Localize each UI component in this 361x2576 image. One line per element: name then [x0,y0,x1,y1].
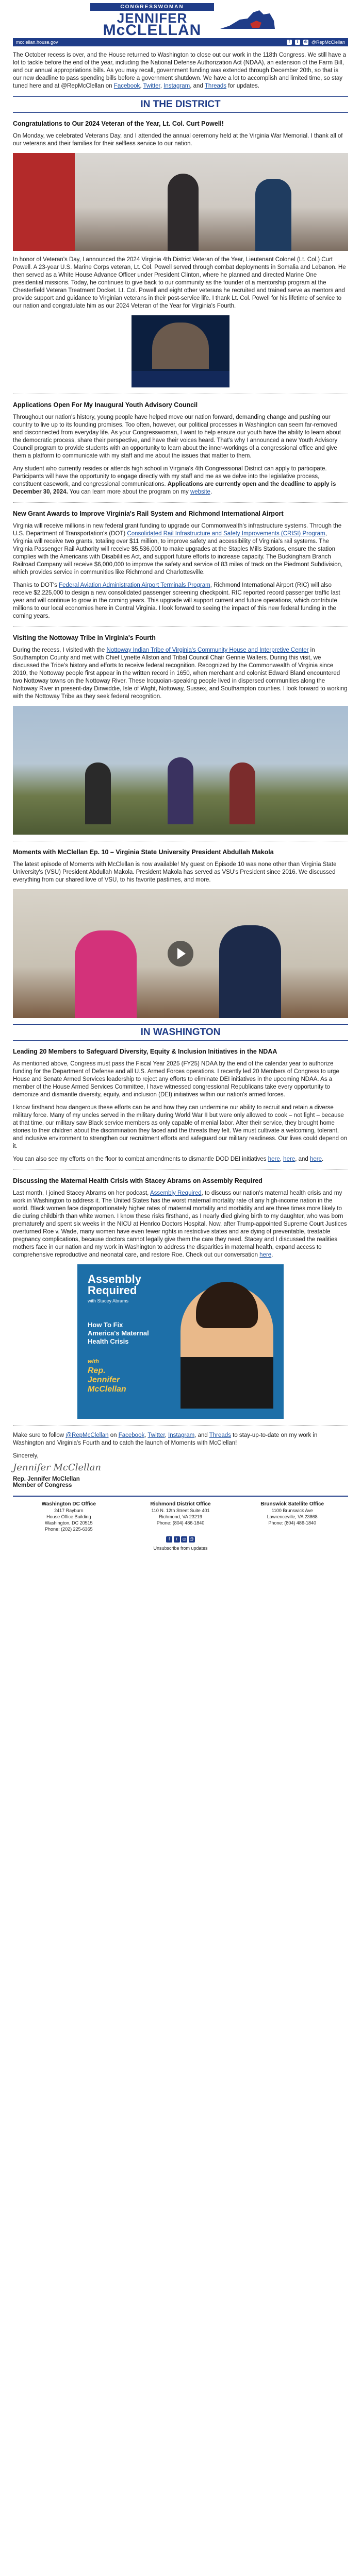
and-text: , and [190,83,205,89]
comma: , [280,1156,284,1162]
office-washington [13,1501,125,1532]
moments-with-mcclellan-video[interactable] [13,889,348,1018]
promo-guest-2: Jennifer [88,1376,120,1384]
signoff-title: Member of Congress [13,1482,72,1488]
office-phone: Phone: (804) 486-1840 [268,1520,316,1526]
veterans-day-photo [13,153,348,251]
rail-text-a: Virginia will receive millions in new federal grant funding to upgrade our Commonwealth's infrastructure systems. Through the U.S. Department of Transportation's (DOT) [13,523,342,537]
youth-title: Applications Open For My Inaugural Youth Advisory Council [13,401,198,409]
vsu-paragraph: The latest episode of Moments with McClellan is now available! My guest on Episode 10 was none other than Virginia State University's (VSU) President Abdullah Makola. President Makola has served as VSU's President since 2016. We discussed everything from our shared love of VSU, to his favorite pastimes, and more. [13,861,337,883]
crisi-link[interactable]: Consolidated Rail Infrastructure and Safety Improvements (CRISI) Program [127,531,325,537]
first-name: JENNIFER [117,10,188,26]
office-line: Lawrenceville, VA 23868 [267,1514,318,1519]
nottoway-paragraph [13,647,348,701]
promo-guest-pre: with [88,1359,99,1365]
closing-text-b: on [108,1432,119,1438]
social-bar [13,38,348,46]
dei-paragraph-3 [13,1156,348,1163]
office-phone: Phone: (202) 225-6365 [45,1527,93,1532]
instagram-icon[interactable]: ◎ [304,40,307,44]
office-line: 1100 Brunswick Ave [271,1508,313,1513]
section-in-the-district: IN THE DISTRICT [13,96,348,113]
office-brunswick [236,1501,348,1532]
closing-paragraph [13,1432,348,1447]
guest-portrait [180,1285,273,1409]
youth-text-a: Any student who currently resides or attends high school in Virginia's 4th Congressional District can apply to participate. Participants will have the opportunity to engage directly with my staff and me as we delve into the legislative process, constituent casework, and congressional communications. [13,466,327,487]
handle-link[interactable]: @RepMcClellan [65,1432,109,1438]
twitter-link-2[interactable]: Twitter [147,1432,165,1438]
and-text: , and [194,1432,209,1438]
play-icon[interactable] [168,941,193,967]
maternal-paragraph [13,1190,348,1259]
section-in-washington: IN WASHINGTON [13,1024,348,1041]
rail-text-c: Thanks to DOT's [13,582,59,588]
dei-title: Leading 20 Members to Safeguard Diversity, Equity & Inclusion Initiatives in the NDAA [13,1048,277,1055]
rail-title: New Grant Awards to Improve Virginia's Rail System and Richmond International Airport [13,510,284,517]
maternal-text-a: Last month, I joined Stacey Abrams on her podcast, [13,1190,150,1196]
instagram-link[interactable]: Instagram [163,83,190,89]
twitter-icon[interactable]: t [174,1536,180,1543]
comma: , [144,1432,148,1438]
promo-guest-1: Rep. [88,1366,106,1375]
rail-paragraph-1 [13,522,348,577]
intro-paragraph: The October recess is over, and the House returned to Washington to close out our work in the 118th Congress. We still have a lot to tackle before the end of the year, including the National Defense Authorization Act (NDAA), an extension of the Farm Bill, and our annual appropriations bills. As you may recall, government funding was extended through December 20th, so that is our new deadline to pass spending bills before a government shutdown. We have a lot to accomplish and limited time, so stay tuned here and at @RepMcClellan on Facebook, Twitter, Instagram, and Threads for updates. [13,52,347,89]
maternal-text-b: , to discuss our nation's maternal health crisis and my work in Washington to address it. The United States has the worst maternal mortality rate of any high-income nation in the world. Black women face disproportionately higher rates of maternal mortality and morbidity and are three times more likely to die during childbirth than white women. I know these risks firsthand, as I nearly died giving birth to my daughter, who was born prematurely and spent six weeks in the NICU at Henrico Doctors Hospital. Now, after Trump-appointed Supreme Court Justices overturned Roe v. Wade, many women have even fewer rights in restrictive states and are dying of preventable, treatable pregnancy complications, because doctors cannot legally give them the care they need. Stacey and I discussed the realities mothers face in our nation and my work in Washington to address the disparities in maternal health, expand access to comprehensive reproductive and neonatal care, and restore Roe. Check out our conversation [13,1190,347,1258]
office-name: Washington DC Office [41,1501,96,1507]
assembly-required-promo[interactable] [77,1264,284,1419]
veteran-paragraph-1: On Monday, we celebrated Veterans Day, and I attended the annual ceremony held at the Virginia War Memorial. I thank all of our veterans and their families for their selfless service to our nation. [13,133,343,147]
promo-guest-3: McClellan [88,1385,126,1394]
nottoway-title: Visiting the Nottoway Tribe in Virginia's Fourth [13,634,156,641]
intro-text: The October recess is over, and the House returned to Washington to close out our work in the 118th Congress. We still have a lot to tackle before the end of the year, including the National Defense Authorization Act (NDAA), an extension of the Farm Bill, and our annual appropriations bills. As you may recall, government funding was extended through December 20th, so that is our new deadline to pass spending bills before a government shutdown. We have a lot to accomplish and limited time, so stay tuned here and at @RepMcClellan on [13,52,347,89]
dei-here-link-2[interactable]: here [283,1156,296,1162]
comma: , [165,1432,169,1438]
youth-text-c: You can learn more about the program on my [68,489,190,495]
office-line: 2417 Rayburn [54,1508,84,1513]
youth-deadline: Applications are currently open and the deadline to apply is December 30, 2024. [13,481,336,495]
veteran-title: Congratulations to Our 2024 Veteran of the Year, Lt. Col. Curt Powell! [13,120,224,127]
facebook-link-2[interactable]: Facebook [118,1432,145,1438]
divider [13,502,348,503]
threads-link-2[interactable]: Threads [209,1432,231,1438]
dei-paragraph-2: I know firsthand how dangerous these efforts can be and how they can undermine our ability to recruit and retain a diverse military force. Many of my uncles served in the military during World War II but were only allowed to cook – not fight – because at that time, our military saw Black service members as only capable of menial labor. After their service, they brought home stories to their children about the discrimination they faced and the threats they felt. We must cultivate a welcoming, tolerant, and inclusive environment to strengthen our recruitment efforts and safeguard our military readiness. Our lives could depend on it. [13,1105,347,1149]
maternal-title: Discussing the Maternal Health Crisis with Stacey Abrams on Assembly Required [13,1177,262,1184]
handle-label: @RepMcClellan [311,40,345,45]
youth-paragraph-2 [13,465,348,496]
dei-text-a: You can also see my efforts on the floor to combat amendments to dismantle DOD DEI initiatives [13,1156,268,1162]
signoff-name: Rep. Jennifer McClellan [13,1476,80,1482]
office-line: 110 N. 12th Street Suite 401 [151,1508,210,1513]
sincerely: Sincerely, [13,1453,39,1459]
nottoway-link[interactable]: Nottoway Indian Tribe of Virginia's Community House and Interpretive Center [106,647,309,653]
office-phone: Phone: (804) 486-1840 [156,1520,205,1526]
dei-here-link-3[interactable]: here [309,1156,322,1162]
promo-brand-2: Required [88,1284,137,1297]
for-updates-text: for updates. [226,83,259,89]
period: . [210,489,212,495]
divider [13,626,348,627]
youth-paragraph-1: Throughout our nation's history, young people have helped move our nation forward, demanding change and pushing our country to live up to its founding promises. Too often, however, our political processes in Washington can seem far-removed and disconnected from everyday life. As your Congresswoman, I want to help ensure our youth have the ability to learn about the democratic process, share their perspective, and have their voices heard. That's why I announced a new Youth Advisory Council program to provide students with an opportunity to learn about the inner-workings of a congressional office and give them a platform to communicate with my staff and me about the issues that matter to them. [13,414,341,459]
faa-link[interactable]: Federal Aviation Administration Airport Terminals Program [59,582,210,588]
dei-here-link-1[interactable]: here [268,1156,280,1162]
facebook-icon[interactable]: f [287,40,292,45]
office-line: House Office Building [46,1514,91,1519]
dei-paragraph-1: As mentioned above, Congress must pass the Fiscal Year 2025 (FY25) NDAA by the end of the calendar year to authorize funding for the Department of Defense and all U.S. Armed Forces operations. I recently led 20 Members of Congress to urge House and Senate Armed Services leadership to reject any efforts to eliminate DEI initiatives in the upcoming NDAA. As a member of the House Armed Services Committee, I have witnessed congressional Republicans take every opportunity to demonize and dismantle diversity, equity, and inclusion (DEI) initiatives within our nation's armed forces. [13,1061,339,1098]
office-line: Washington, DC 20515 [44,1520,93,1526]
vsu-title: Moments with McClellan Ep. 10 – Virginia State University President Abdullah Makola [13,849,274,856]
and-text: and [298,1156,310,1162]
nottoway-visit-photo [13,706,348,835]
congresswoman-label: CONGRESSWOMAN [90,3,214,11]
comma: , [295,1156,299,1162]
twitter-link[interactable]: Twitter [143,83,160,89]
masthead [13,0,348,38]
instagram-icon[interactable]: ◎ [181,1536,187,1543]
twitter-icon[interactable]: t [295,40,300,45]
promo-line-1: How To Fix [88,1321,123,1329]
maternal-here-link[interactable]: here [259,1252,272,1258]
office-name: Brunswick Satellite Office [260,1501,324,1507]
office-richmond [125,1501,237,1532]
period: . [271,1252,273,1258]
veteran-of-year-card [132,315,229,387]
rail-paragraph-2 [13,582,348,620]
signature-text: Jennifer McClellan [13,1462,101,1473]
threads-icon[interactable]: @ [189,1537,194,1541]
virginia-map-icon [219,5,276,31]
divider [13,1425,348,1426]
youth-website-link[interactable]: website [190,489,210,495]
office-line: Richmond, VA 23219 [159,1514,202,1519]
promo-with: with Stacey Abrams [88,1298,129,1303]
facebook-link[interactable]: Facebook [113,83,140,89]
threads-link[interactable]: Threads [204,83,227,89]
promo-line-3: Health Crisis [88,1337,129,1345]
facebook-icon[interactable]: f [166,1536,172,1543]
nottoway-text-a: During the recess, I visited with the [13,647,107,653]
last-name: McCLELLAN [103,22,202,39]
office-footer [13,1496,348,1532]
veteran-paragraph-2: In honor of Veteran's Day, I announced the 2024 Virginia 4th District Veteran of the Year, Lieutenant Colonel (Lt. Col.) Curt Powell. A 23-year U.S. Marine Corps veteran, Lt. Col. Powell served through combat deployments in Somalia and Lebanon. He then served as a White House Advance Officer under President Clinton, where he planned and directed Marine One presidential missions. Today, he continues to give back to our community as the founder of a mentorship program at the Chesterfield Veteran Treatment Docket. Lt. Col. Powell and eight other veterans he recruited and trained serve as mentors and provide support and guidance to Virginian veterans in their post-service life. I thank Lt. Col. Powell for his lifetime of service to our nation and congratulate him as our 2024 Veteran of the Year for Virginia's Fourth. [13,257,346,309]
office-name: Richmond District Office [150,1501,211,1507]
assembly-required-link[interactable]: Assembly Required [150,1190,202,1196]
rail-text-b: , Virginia will receive two grants, totaling over $11 million, to improve safety and accessibility of Virginia's rail systems. The Virginia Passenger Rail Authority will receive $5,536,000 to make upgrades at the Staples Mills Stations, ensure the station complies with the Americans with Disabilities Act, and support future efforts to increase capacity. The Buckingham Branch Railroad Company will receive $6,000,000 to improve the safety and service of 83 miles of track on the Piedmont Subdivision, which provides service in communities like Richmond and Charlottesville. [13,531,343,575]
footer-social [13,1536,348,1543]
period: . [322,1156,324,1162]
promo-line-2: America's Maternal [88,1329,149,1337]
instagram-link-2[interactable]: Instagram [168,1432,195,1438]
rail-text-d: , Richmond International Airport (RIC) will also receive $2,225,000 to design a new consolidated passenger screening checkpoint. RIC reported record passenger traffic last year and will continue to grow in the coming years. This upgrade will support current and future operations, which contribute millions to our local economies here in Central Virginia. I look forward to seeing the impact of this new federal funding in the coming years. [13,582,340,619]
nottoway-text-b: in Southampton County and met with Chief Lynette Allston and Tribal Council Chair Gennie Walters. During this visit, we discussed the Tribe's history and efforts to receive federal recognition. Recognized by the Commonwealth of Virginia since 2010, the Nottoway people first appear in the written record in 1650, when merchant and colonist Edward Bland encountered two Nottoway towns on the Nottoway River. These Iroquoian-speaking people lived in dispersed communities along the Nottoway River in present-day Dinwiddie, Isle of Wight, Nottoway, Sussex, and Southampton counties. I look forward to working with the Nottoway Tribe as they seek federal recognition. [13,647,348,700]
website-link[interactable]: mcclellan.house.gov [16,40,58,45]
unsubscribe-link[interactable]: Unsubscribe from updates [153,1546,208,1551]
closing-text-a: Make sure to follow [13,1432,66,1438]
promo-brand-1: Assembly [88,1273,141,1285]
closing-text-c: to stay-up-to-date on my work in Washington and Virginia's Fourth and to catch the launch of Moments with McClellan! [13,1432,318,1446]
signature [13,1462,348,1473]
